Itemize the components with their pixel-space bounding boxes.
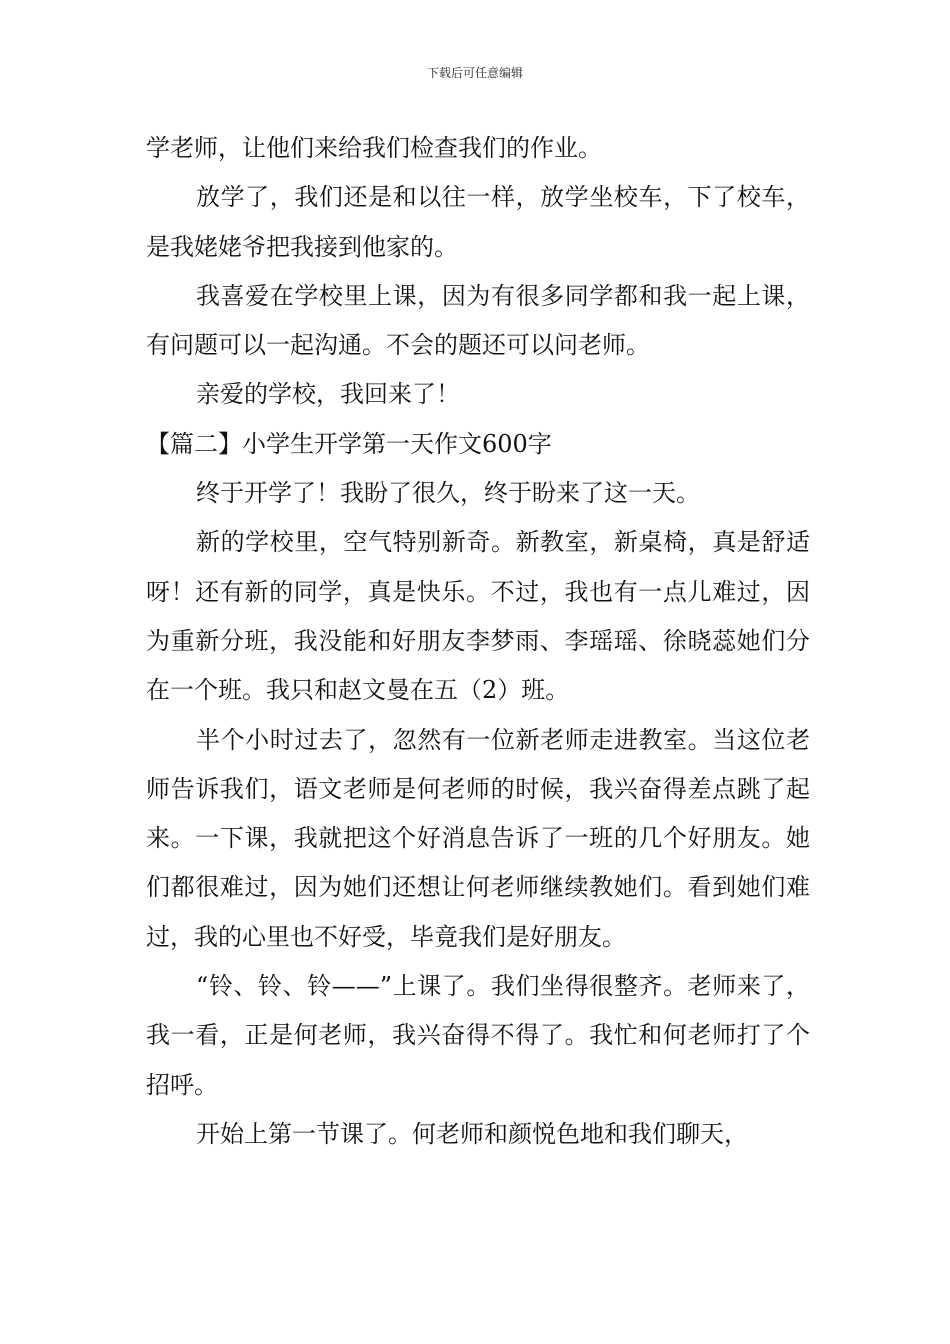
paragraph: 亲爱的学校，我回来了！	[196, 380, 460, 409]
paragraph: 学老师，让他们来给我们检查我们的作业。	[146, 134, 602, 162]
page-header-note: 下载后可任意编辑	[426, 66, 523, 80]
section-heading: 【篇二】小学生开学第一天作文600字	[146, 429, 552, 458]
paragraph: 终于开学了！我盼了很久，终于盼来了这一天。	[196, 479, 700, 508]
paragraph: 放学了，我们还是和以往一样，放学坐校车，下了校车，是我姥姥爷把我接到他家的。	[146, 183, 810, 261]
paragraph: 开始上第一节课了。何老师和颜悦色地和我们聊天，	[196, 1119, 748, 1148]
paragraph: “铃、铃、铃——”上课了。我们坐得很整齐。老师来了，我一看，正是何老师，我兴奋得不得了。我忙和何老师打了个招呼。	[146, 972, 810, 1099]
paragraph: 我喜爱在学校里上课，因为有很多同学都和我一起上课，有问题可以一起沟通。不会的题还可以问老师。	[146, 281, 810, 360]
document-body	[146, 124, 810, 1159]
paragraph: 新的学校里，空气特别新奇。新教室，新桌椅，真是舒适呀！还有新的同学，真是快乐。不过，我也有一点儿难过，因为重新分班，我没能和好朋友李梦雨、李瑶瑶、徐晓蕊她们分在一个班。我只和赵文曼在五（2）班。	[146, 528, 810, 705]
paragraph: 半个小时过去了，忽然有一位新老师走进教室。当这位老师告诉我们，语文老师是何老师的时候，我兴奋得差点跳了起来。一下课，我就把这个好消息告诉了一班的几个好朋友。她们都很难过，因为她们还想让何老师继续教她们。看到她们难过，我的心里也不好受，毕竟我们是好朋友。	[146, 725, 810, 951]
